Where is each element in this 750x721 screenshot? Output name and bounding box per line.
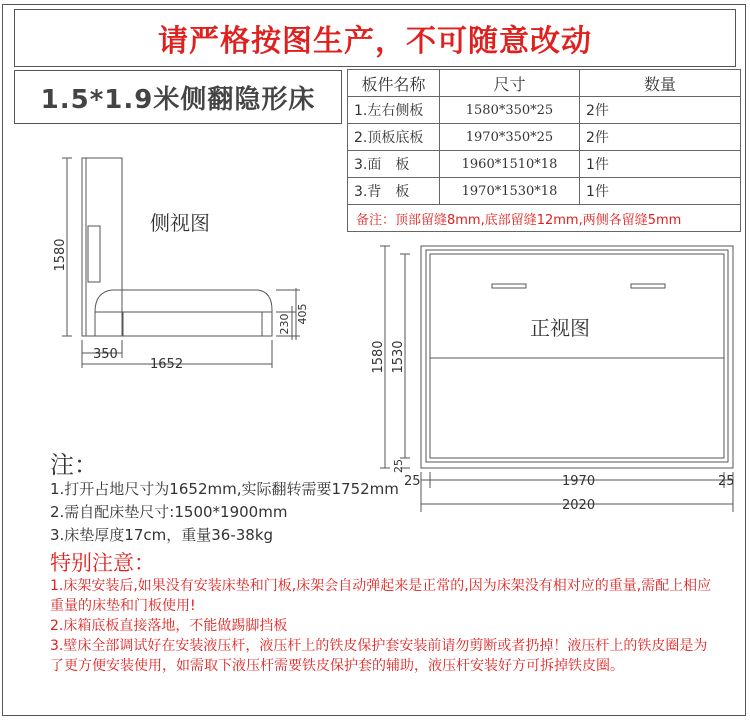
note-line: 1.打开占地尺寸为1652mm,实际翻转需要1752mm <box>50 480 399 498</box>
front-dim-left: 25 <box>404 474 421 489</box>
side-dim-open: 1652 <box>150 357 184 372</box>
front-cabinet-inner <box>426 250 728 462</box>
side-dim-leg: 230 <box>278 313 291 335</box>
front-handle-right <box>631 284 665 288</box>
header-name: 板件名称 <box>348 70 440 97</box>
part-size: 1960*1510*18 <box>440 151 580 178</box>
part-name: 1.左右侧板 <box>348 97 440 124</box>
side-dim-depth: 350 <box>93 347 118 362</box>
side-base <box>95 312 123 336</box>
side-dim-height: 1580 <box>53 238 68 272</box>
part-qty: 1件 <box>580 178 741 205</box>
part-qty: 1件 <box>580 151 741 178</box>
part-qty: 2件 <box>580 124 741 151</box>
table-note: 备注：顶部留缝8mm,底部留缝12mm,两侧各留缝5mm <box>348 205 741 232</box>
front-panel <box>430 254 724 458</box>
note-line: 3.床垫厚度17cm，重量36-38kg <box>50 526 274 544</box>
front-dim-outer-height: 1580 <box>371 340 386 374</box>
part-name: 3.面 板 <box>348 151 440 178</box>
part-size: 1970*1530*18 <box>440 178 580 205</box>
special-item: 1.床架安装后,如果没有安装床垫和门板,床架会自动弹起来是正常的,因为床架没有相对应的重量,需配上相应重量的床垫和门板使用! <box>50 578 712 614</box>
front-dim-inner-width: 1970 <box>562 474 596 489</box>
special-item: 3.壁床全部调试好在安装液压杆，液压杆上的铁皮保护套安装前请勿剪断或者扔掉！液压杆上的铁皮圈是为了更方便安装使用，如需取下液压杆需要铁皮保护套的辅助，液压杆安装好方可拆掉铁皮圈。 <box>50 638 708 674</box>
special-notes <box>50 576 720 676</box>
front-handle-left <box>492 284 526 288</box>
part-qty: 2件 <box>580 97 741 124</box>
front-dim-inner-height: 1530 <box>391 340 406 374</box>
front-cabinet-outer <box>421 246 733 468</box>
part-size: 1580*350*25 <box>440 97 580 124</box>
front-dim-right: 25 <box>718 474 735 489</box>
side-dim-bed-height: 405 <box>296 303 309 325</box>
side-view-label: 侧视图 <box>150 211 210 235</box>
front-view-label: 正视图 <box>530 316 590 340</box>
part-name: 3.背 板 <box>348 178 440 205</box>
side-handle <box>88 226 100 282</box>
product-title: 1.5*1.9米侧翻隐形床 <box>40 84 316 115</box>
side-view-drawing <box>62 158 300 368</box>
header-size: 尺寸 <box>440 70 580 97</box>
part-name: 2.顶板底板 <box>348 124 440 151</box>
front-dim-outer-width: 2020 <box>562 498 596 513</box>
part-size: 1970*350*25 <box>440 124 580 151</box>
side-leg <box>262 312 272 336</box>
banner-text: 请严格按图生产，不可随意改动 <box>158 24 592 59</box>
side-view-labels <box>53 211 309 372</box>
special-item: 2.床箱底板直接落地，不能做踢脚挡板 <box>50 618 288 634</box>
front-view-drawing <box>380 246 733 512</box>
notes-title: 注： <box>50 451 98 479</box>
header-qty: 数量 <box>580 70 741 97</box>
front-dim-bottom: 25 <box>392 459 405 473</box>
note-line: 2.需自配床垫尺寸:1500*1900mm <box>50 503 288 521</box>
special-title: 特别注意： <box>50 551 155 575</box>
